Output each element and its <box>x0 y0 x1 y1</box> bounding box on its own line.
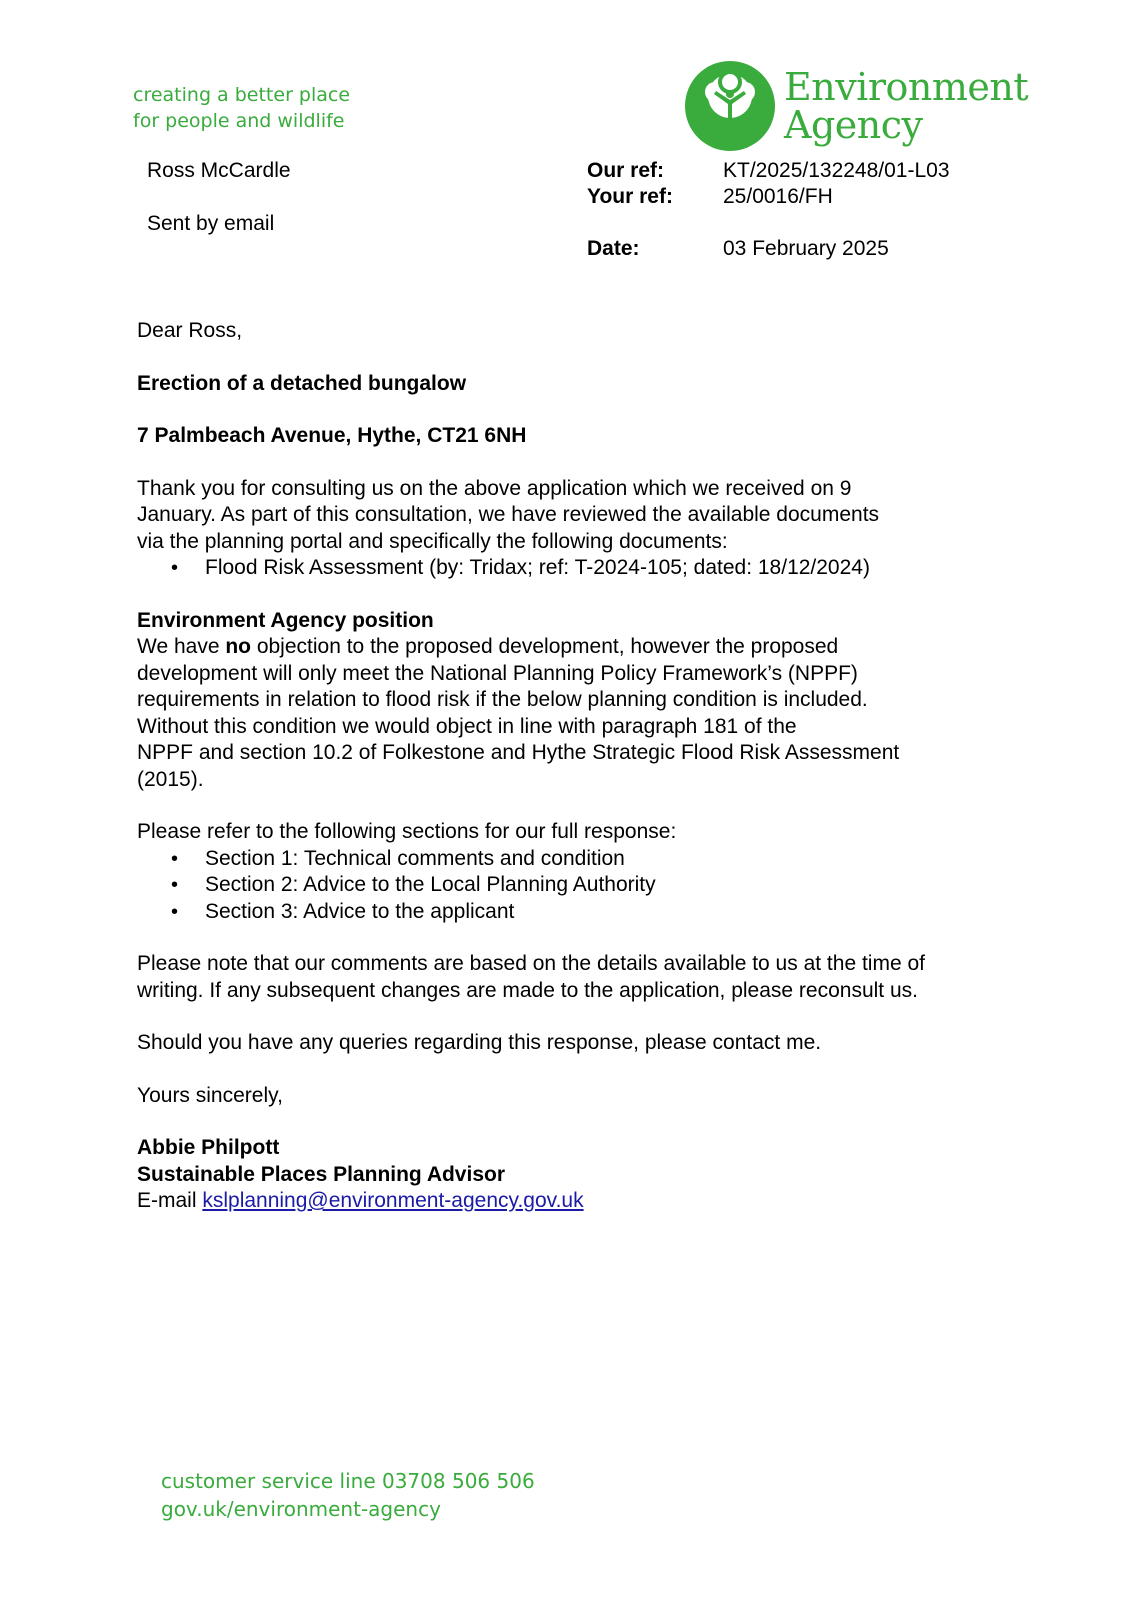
signature-block <box>137 1135 1017 1215</box>
position-line <box>137 634 1017 661</box>
position-line: (2015). <box>137 767 204 791</box>
tagline-line-1: creating a better place <box>133 84 351 106</box>
note-line: writing. If any subsequent changes are made to the application, please reconsult us. <box>137 978 918 1002</box>
website-line: gov.uk/environment-agency <box>161 1497 441 1521</box>
intro-line: January. As part of this consultation, we have reviewed the available documents <box>137 503 880 526</box>
position-heading: Environment Agency position <box>137 608 434 632</box>
recipient-name: Ross McCardle <box>147 159 291 182</box>
environment-agency-logo <box>684 60 1029 156</box>
note-paragraph <box>137 951 1017 1004</box>
section-item: • Section 2: Advice to the Local Planning Authority <box>137 872 1017 899</box>
sections-list <box>137 846 1017 926</box>
date-label: Date: <box>587 237 640 260</box>
section-item: • Section 3: Advice to the applicant <box>137 899 1017 926</box>
date-value: 03 February 2025 <box>723 237 889 260</box>
signatory-name: Abbie Philpott <box>137 1136 280 1159</box>
intro-line: Thank you for consulting us on the above application which we received on 9 <box>137 476 852 500</box>
documents-list <box>137 555 1017 582</box>
position-paragraph <box>137 634 1017 793</box>
position-pre: We have <box>137 635 226 658</box>
closing: Yours sincerely, <box>137 1083 283 1107</box>
salutation: Dear Ross, <box>137 319 243 342</box>
position-line: Without this condition we would object in line with paragraph 181 of the <box>137 714 797 738</box>
tree-person-logo-icon <box>684 60 776 152</box>
document-item: • Flood Risk Assessment (by: Tridax; ref: T-2024-105; dated: 18/12/2024) <box>137 555 1017 582</box>
recipient-delivery: Sent by email <box>147 212 275 235</box>
site-address: 7 Palmbeach Avenue, Hythe, CT21 6NH <box>137 424 527 447</box>
position-line: NPPF and section 10.2 of Folkestone and Hythe Strategic Flood Risk Assessment <box>137 741 900 764</box>
customer-service-line: customer service line 03708 506 506 <box>161 1469 535 1493</box>
position-no-emphasis: no <box>225 635 251 658</box>
email-link[interactable]: kslplanning@environment-agency.gov.uk <box>202 1189 584 1212</box>
position-line: development will only meet the National Planning Policy Framework’s (NPPF) <box>137 661 858 685</box>
intro-paragraph <box>137 476 1017 556</box>
our-ref-row <box>587 158 950 184</box>
your-ref-row <box>587 184 950 210</box>
intro-line: via the planning portal and specifically the following documents: <box>137 529 728 553</box>
signatory-title: Sustainable Places Planning Advisor <box>137 1162 506 1186</box>
reference-block <box>587 158 950 262</box>
section-item: • Section 1: Technical comments and condition <box>137 846 1017 873</box>
logo-line-1: Environment <box>784 65 1029 109</box>
queries-paragraph: Should you have any queries regarding this response, please contact me. <box>137 1031 822 1054</box>
email-label: E-mail <box>137 1189 203 1212</box>
logo-line-2: Agency <box>784 103 923 147</box>
your-ref-label: Your ref: <box>587 185 673 208</box>
sections-intro: Please refer to the following sections for our full response: <box>137 820 677 843</box>
tagline-line-2: for people and wildlife <box>133 110 345 132</box>
your-ref-value: 25/0016/FH <box>723 185 833 208</box>
tagline <box>133 82 350 134</box>
date-row <box>587 236 950 262</box>
footer <box>161 1467 535 1523</box>
our-ref-label: Our ref: <box>587 159 665 182</box>
our-ref-value: KT/2025/132248/01-L03 <box>723 159 950 182</box>
subject-heading: Erection of a detached bungalow <box>137 371 467 395</box>
position-line-rest: objection to the proposed development, however the proposed <box>250 635 839 658</box>
position-line: requirements in relation to flood risk if the below planning condition is included. <box>137 688 868 711</box>
email-row <box>137 1188 1017 1215</box>
logo-wordmark <box>784 65 1029 147</box>
note-line: Please note that our comments are based on the details available to us at the time of <box>137 952 925 975</box>
letter-body <box>137 318 1017 1215</box>
